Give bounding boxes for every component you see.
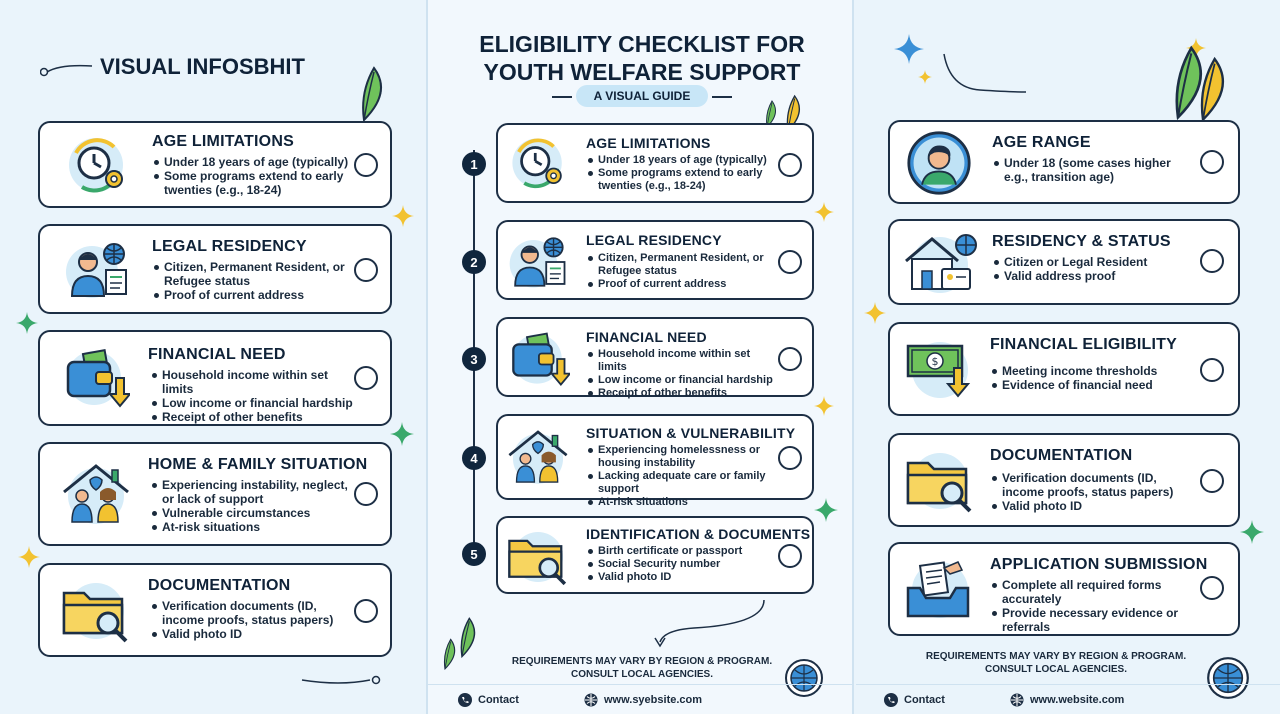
list-item: Under 18 (some cases higher e.g., transition age)	[994, 156, 1184, 184]
web-icon	[584, 693, 598, 707]
avatar-icon	[906, 130, 972, 196]
checkbox[interactable]	[354, 258, 378, 282]
criteria-list	[152, 368, 362, 424]
criteria-list	[588, 545, 774, 584]
list-item: Citizen, Permanent Resident, or Refugee status	[588, 252, 768, 278]
connector-line	[40, 58, 100, 78]
list-item: Valid photo ID	[152, 627, 348, 641]
website-label: www.website.com	[1030, 694, 1125, 706]
criterion-card-age-range	[888, 120, 1240, 204]
card-title: AGE LIMITATIONS	[586, 135, 711, 151]
website-label: www.syebsite.com	[604, 694, 703, 706]
criterion-card-residency	[496, 220, 814, 300]
sparkle-icon	[864, 302, 886, 324]
phone-icon	[458, 693, 472, 707]
divider	[552, 96, 572, 98]
connector-arrow	[654, 598, 774, 648]
title-line-1: ELIGIBILITY CHECKLIST FOR	[479, 31, 805, 57]
web-icon	[1010, 693, 1024, 707]
list-item: Birth certificate or passport	[588, 545, 774, 558]
title-line-2: YOUTH WELFARE SUPPORT	[483, 59, 801, 85]
criteria-list	[992, 471, 1192, 513]
step-number: 2	[462, 250, 486, 274]
list-item: Lacking adequate care or family support	[588, 470, 776, 496]
disclaimer-note	[896, 650, 1216, 676]
card-title: FINANCIAL ELIGIBILITY	[990, 336, 1178, 353]
card-title: AGE RANGE	[992, 134, 1091, 151]
phone-icon	[884, 693, 898, 707]
list-item: Valid photo ID	[992, 499, 1192, 513]
connector-line	[300, 672, 390, 692]
folder-search-icon	[58, 579, 134, 643]
criteria-list	[588, 348, 778, 400]
list-item: Some programs extend to early twenties (e.g., 18-24)	[588, 167, 774, 193]
card-title: LEGAL RESIDENCY	[586, 232, 722, 248]
checkbox[interactable]	[354, 482, 378, 506]
checkbox[interactable]	[1200, 358, 1224, 382]
criteria-list	[152, 478, 348, 534]
contact-label: Contact	[478, 694, 519, 706]
checkbox[interactable]	[354, 599, 378, 623]
checkbox[interactable]	[778, 544, 802, 568]
criteria-list	[992, 364, 1192, 392]
page-title	[428, 30, 856, 86]
list-item: Verification documents (ID, income proofs, status papers)	[992, 471, 1192, 499]
criterion-card-age	[38, 121, 392, 208]
wallet-icon	[506, 331, 570, 387]
card-title: SITUATION & VULNERABILITY	[586, 425, 796, 441]
subtitle-badge: A VISUAL GUIDE	[576, 85, 708, 107]
checkbox[interactable]	[1200, 249, 1224, 273]
website-link[interactable]	[584, 693, 702, 707]
sparkle-icon	[16, 312, 38, 334]
list-item: Evidence of financial need	[992, 378, 1192, 392]
criteria-list	[152, 599, 348, 641]
left-heading: VISUAL INFOSBHIT	[100, 54, 305, 79]
criteria-list	[588, 154, 774, 193]
list-item: Some programs extend to early twenties (e.g., 18-24)	[154, 169, 354, 197]
list-item: Low income or financial hardship	[588, 374, 778, 387]
criterion-card-age	[496, 123, 814, 203]
contact-link[interactable]	[884, 693, 945, 707]
list-item: At-risk situations	[152, 520, 348, 534]
clock-cycle-icon	[62, 135, 132, 195]
contact-label: Contact	[904, 694, 945, 706]
card-title: AGE LIMITATIONS	[152, 133, 294, 150]
list-item: Household income within set limits	[588, 348, 778, 374]
note-line: CONSULT LOCAL AGENCIES.	[984, 664, 1128, 675]
folder-search-icon	[900, 449, 980, 513]
criterion-card-residency-status	[888, 219, 1240, 305]
list-item: Receipt of other benefits	[152, 410, 362, 424]
list-item: Receipt of other benefits	[588, 387, 778, 400]
leaf-decoration-icon	[428, 614, 488, 684]
checkbox[interactable]	[1200, 469, 1224, 493]
website-link[interactable]	[1010, 693, 1124, 707]
criterion-card-vulnerability	[496, 414, 814, 508]
house-family-icon	[504, 428, 572, 486]
card-title: FINANCIAL NEED	[586, 329, 707, 345]
sparkle-icon	[918, 70, 932, 84]
sparkle-icon	[814, 396, 834, 416]
checkbox[interactable]	[354, 366, 378, 390]
card-title: DOCUMENTATION	[990, 447, 1133, 464]
list-item: Social Security number	[588, 558, 774, 571]
money-icon	[900, 338, 980, 402]
right-panel	[856, 0, 1280, 714]
sparkle-icon	[814, 202, 834, 222]
left-panel	[0, 0, 420, 714]
criterion-card-financial-eligibility	[888, 322, 1240, 416]
criteria-list	[154, 260, 354, 302]
step-number: 5	[462, 542, 486, 566]
sparkle-icon	[390, 422, 414, 446]
card-title: FINANCIAL NEED	[148, 346, 286, 363]
criterion-card-residency	[38, 224, 392, 314]
checkbox[interactable]	[778, 250, 802, 274]
note-line: REQUIREMENTS MAY VARY BY REGION & PROGRAM.	[925, 651, 1187, 662]
step-number: 4	[462, 446, 486, 470]
house-family-icon	[58, 462, 134, 526]
note-line: CONSULT LOCAL AGENCIES.	[570, 669, 714, 680]
sparkle-icon	[814, 498, 838, 522]
list-item: Provide necessary evidence or referrals	[992, 606, 1192, 634]
card-title: HOME & FAMILY SITUATION	[148, 456, 368, 473]
card-title: APPLICATION SUBMISSION	[990, 556, 1208, 573]
list-item: Valid photo ID	[588, 571, 774, 584]
checkbox[interactable]	[778, 153, 802, 177]
sparkle-icon	[392, 205, 414, 227]
note-line: REQUIREMENTS MAY VARY BY REGION & PROGRAM.	[511, 656, 773, 667]
card-title: RESIDENCY & STATUS	[992, 233, 1171, 250]
card-title: LEGAL RESIDENCY	[152, 238, 307, 255]
criteria-list	[994, 156, 1184, 184]
list-item: Verification documents (ID, income proofs, status papers)	[152, 599, 348, 627]
checkbox[interactable]	[778, 446, 802, 470]
criterion-card-documentation	[888, 433, 1240, 527]
list-item: Experiencing homelessness or housing instability	[588, 444, 776, 470]
list-item: Proof of current address	[154, 288, 354, 302]
list-item: Under 18 years of age (typically)	[588, 154, 774, 167]
folder-search-icon	[504, 528, 572, 586]
list-item: Proof of current address	[588, 278, 768, 291]
leaf-decoration-icon	[1138, 40, 1238, 130]
sparkle-icon	[1240, 520, 1264, 544]
connector-line	[940, 48, 1030, 108]
criterion-card-documentation	[38, 563, 392, 657]
criterion-card-identification	[496, 516, 814, 594]
middle-panel	[426, 0, 854, 714]
step-number: 3	[462, 347, 486, 371]
list-item: Household income within set limits	[152, 368, 362, 396]
card-title: IDENTIFICATION & DOCUMENTS	[586, 526, 811, 542]
criterion-card-financial	[496, 317, 814, 397]
leaf-decoration-icon	[334, 62, 394, 122]
clock-cycle-icon	[506, 135, 570, 191]
list-item: Vulnerable circumstances	[152, 506, 348, 520]
checkbox[interactable]	[354, 153, 378, 177]
inbox-form-icon	[900, 558, 980, 622]
criterion-card-application	[888, 542, 1240, 636]
list-item: Meeting income thresholds	[992, 364, 1192, 378]
contact-link[interactable]	[458, 693, 519, 707]
criterion-card-home-family	[38, 442, 392, 546]
disclaimer-note	[488, 655, 796, 681]
criterion-card-financial	[38, 330, 392, 426]
list-item: Valid address proof	[994, 269, 1194, 283]
wallet-icon	[60, 348, 130, 408]
sparkle-icon	[18, 546, 40, 568]
list-item: Experiencing instability, neglect, or lack of support	[152, 478, 348, 506]
person-globe-icon	[506, 234, 570, 290]
list-item: Complete all required forms accurately	[992, 578, 1192, 606]
divider	[712, 96, 732, 98]
criteria-list	[154, 155, 354, 197]
list-item: At-risk situations	[588, 496, 776, 509]
criteria-list	[588, 444, 776, 509]
criteria-list	[588, 252, 768, 291]
checkbox[interactable]	[778, 347, 802, 371]
criteria-list	[994, 255, 1194, 283]
list-item: Under 18 years of age (typically)	[154, 155, 354, 169]
criteria-list	[992, 578, 1192, 634]
list-item: Citizen, Permanent Resident, or Refugee status	[154, 260, 354, 288]
house-globe-icon	[900, 231, 980, 295]
checkbox[interactable]	[1200, 150, 1224, 174]
step-number: 1	[462, 152, 486, 176]
person-globe-icon	[62, 240, 132, 300]
sparkle-icon	[894, 34, 924, 64]
checkbox[interactable]	[1200, 576, 1224, 600]
list-item: Citizen or Legal Resident	[994, 255, 1194, 269]
card-title: DOCUMENTATION	[148, 577, 291, 594]
list-item: Low income or financial hardship	[152, 396, 362, 410]
